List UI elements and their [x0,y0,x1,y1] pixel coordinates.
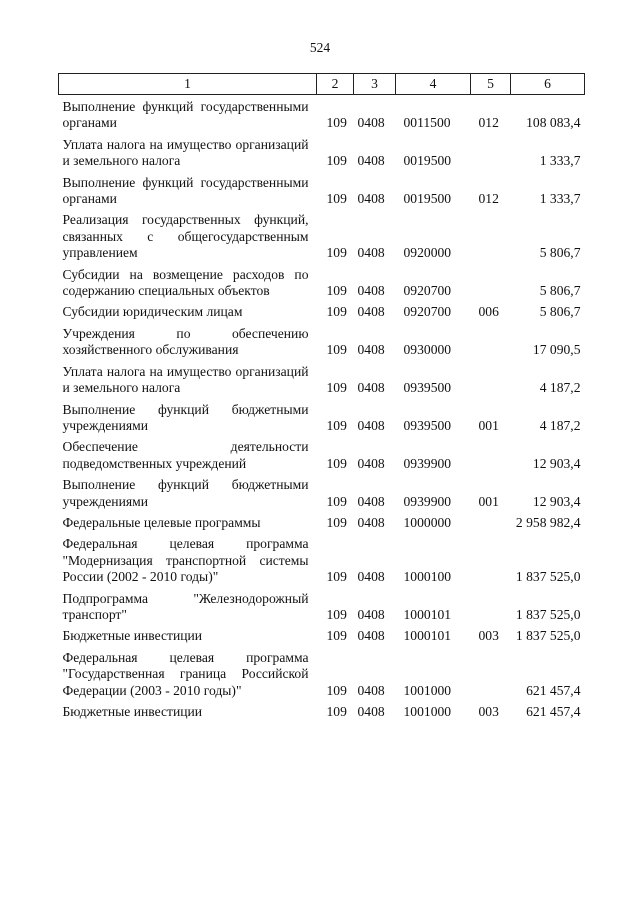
column-header-5: 5 [471,74,511,95]
ministry-code: 109 [326,304,347,320]
expense-name: Бюджетные инвестиции [62,628,203,644]
expense-type-code: 012 [478,115,499,131]
target-article-code: 0920000 [403,245,452,261]
column-header-6: 6 [511,74,585,95]
table-row [59,591,585,629]
amount: 4 187,2 [539,380,581,396]
ministry-code: 109 [326,153,347,169]
ministry-code: 109 [326,342,347,358]
section-code: 0408 [357,115,385,131]
section-code: 0408 [357,380,385,396]
amount: 1 333,7 [539,191,581,207]
expense-type-code [471,515,511,536]
table-row [59,95,585,137]
section-code: 0408 [357,304,385,320]
ministry-code: 109 [326,514,347,530]
column-number-row [59,74,585,95]
amount: 1 837 525,0 [515,569,581,585]
expense-type-code [471,267,511,305]
table-row [59,477,585,515]
section-code: 0408 [357,153,385,169]
target-article-code: 0011500 [403,115,451,131]
ministry-code: 109 [326,283,347,299]
amount: 1 837 525,0 [515,628,581,644]
expense-name: Субсидии на возмещение расходов по содержанию специальных объектов [62,266,309,299]
amount: 1 333,7 [539,153,581,169]
expense-name: Федеральная целевая программа "Модернизация транспортной системы России (2002 - 2010 годы)" [62,536,309,585]
target-article-code: 1000101 [403,606,452,622]
target-article-code: 0939900 [403,455,452,471]
expense-type-code: 001 [478,493,499,509]
target-article-code: 1000000 [403,514,452,530]
section-code: 0408 [357,417,385,433]
expense-type-code [471,137,511,175]
amount: 17 090,5 [532,342,581,358]
expense-type-code: 003 [478,704,499,719]
amount: 108 083,4 [526,115,581,131]
section-code: 0408 [357,628,385,644]
expense-name: Субсидии юридическим лицам [62,304,243,320]
table-header [59,74,585,95]
expense-name: Бюджетные инвестиции [62,704,203,719]
expense-name: Реализация государственных функций, связанных с общегосударственным управлением [62,212,309,261]
section-code: 0408 [357,704,385,719]
expense-type-code: 006 [478,304,499,320]
expense-name: Обеспечение деятельности подведомственных учреждений [62,439,309,471]
ministry-code: 109 [326,191,347,207]
table-row [59,304,585,325]
target-article-code: 1001000 [403,704,452,719]
expense-type-code [471,591,511,629]
expense-type-code [471,364,511,402]
expense-type-code [471,326,511,364]
ministry-code: 109 [326,682,347,698]
page-number: 524 [309,40,331,55]
ministry-code: 109 [326,455,347,471]
expense-type-code [471,439,511,477]
amount: 621 457,4 [526,682,581,698]
ministry-code: 109 [326,606,347,622]
target-article-code: 0930000 [403,342,452,358]
expense-type-code [471,536,511,590]
table-row [59,650,585,704]
table-row [59,439,585,477]
table-row [59,704,585,725]
target-article-code: 0920700 [403,283,452,299]
section-code: 0408 [357,245,385,261]
table-row [59,515,585,536]
column-header-4: 4 [396,74,471,95]
target-article-code: 0939500 [403,417,452,433]
expense-type-code [471,650,511,704]
expense-name: Федеральные целевые программы [62,514,261,530]
expense-name: Выполнение функций государственными органами [62,174,309,207]
amount: 621 457,4 [526,704,581,719]
table-row [59,175,585,213]
expense-name: Выполнение функций бюджетными учреждениями [62,401,309,433]
target-article-code: 0939500 [403,380,452,396]
table-body [59,95,585,726]
ministry-code: 109 [326,704,347,719]
column-header-2: 2 [317,74,354,95]
column-header-1: 1 [59,74,317,95]
expense-name: Уплата налога на имущество организаций и земельного налога [62,363,309,396]
column-header-3: 3 [354,74,396,95]
amount: 12 903,4 [532,493,581,509]
amount: 12 903,4 [532,455,581,471]
amount: 5 806,7 [539,304,581,320]
table-row [59,536,585,590]
target-article-code: 0019500 [403,191,452,207]
ministry-code: 109 [326,417,347,433]
ministry-code: 109 [326,569,347,585]
amount: 1 837 525,0 [515,606,581,622]
expense-type-code [471,212,511,266]
table-row [59,267,585,305]
table-row [59,137,585,175]
section-code: 0408 [357,606,385,622]
amount: 5 806,7 [539,283,581,299]
table-row [59,212,585,266]
amount: 2 958 982,4 [515,514,581,530]
target-article-code: 0019500 [403,153,452,169]
expense-name: Подпрограмма "Железнодорожный транспорт" [62,590,309,622]
table-row [59,364,585,402]
section-code: 0408 [357,493,385,509]
amount: 4 187,2 [539,417,581,433]
target-article-code: 0939900 [403,493,452,509]
expense-name: Выполнение функций государственными органами [62,99,309,131]
ministry-code: 109 [326,380,347,396]
ministry-code: 109 [326,493,347,509]
section-code: 0408 [357,342,385,358]
expense-name: Уплата налога на имущество организаций и земельного налога [62,136,309,169]
expense-name: Учреждения по обеспечению хозяйственного обслуживания [62,325,309,358]
target-article-code: 1001000 [403,682,452,698]
section-code: 0408 [357,569,385,585]
amount: 5 806,7 [539,245,581,261]
budget-table [58,73,585,725]
section-code: 0408 [357,682,385,698]
section-code: 0408 [357,283,385,299]
expense-type-code: 012 [478,191,499,207]
table-row [59,402,585,440]
ministry-code: 109 [326,115,347,131]
expense-name: Федеральная целевая программа "Государственная граница Российской Федерации (2003 - 2010 годы)" [62,649,309,698]
ministry-code: 109 [326,245,347,261]
expense-name: Выполнение функций бюджетными учреждениями [62,477,309,509]
section-code: 0408 [357,514,385,530]
table-row [59,628,585,649]
target-article-code: 1000100 [403,569,452,585]
expense-type-code: 001 [478,417,499,433]
expense-type-code: 003 [478,628,499,644]
table-row [59,326,585,364]
target-article-code: 1000101 [403,628,452,644]
section-code: 0408 [357,191,385,207]
section-code: 0408 [357,455,385,471]
ministry-code: 109 [326,628,347,644]
target-article-code: 0920700 [403,304,452,320]
